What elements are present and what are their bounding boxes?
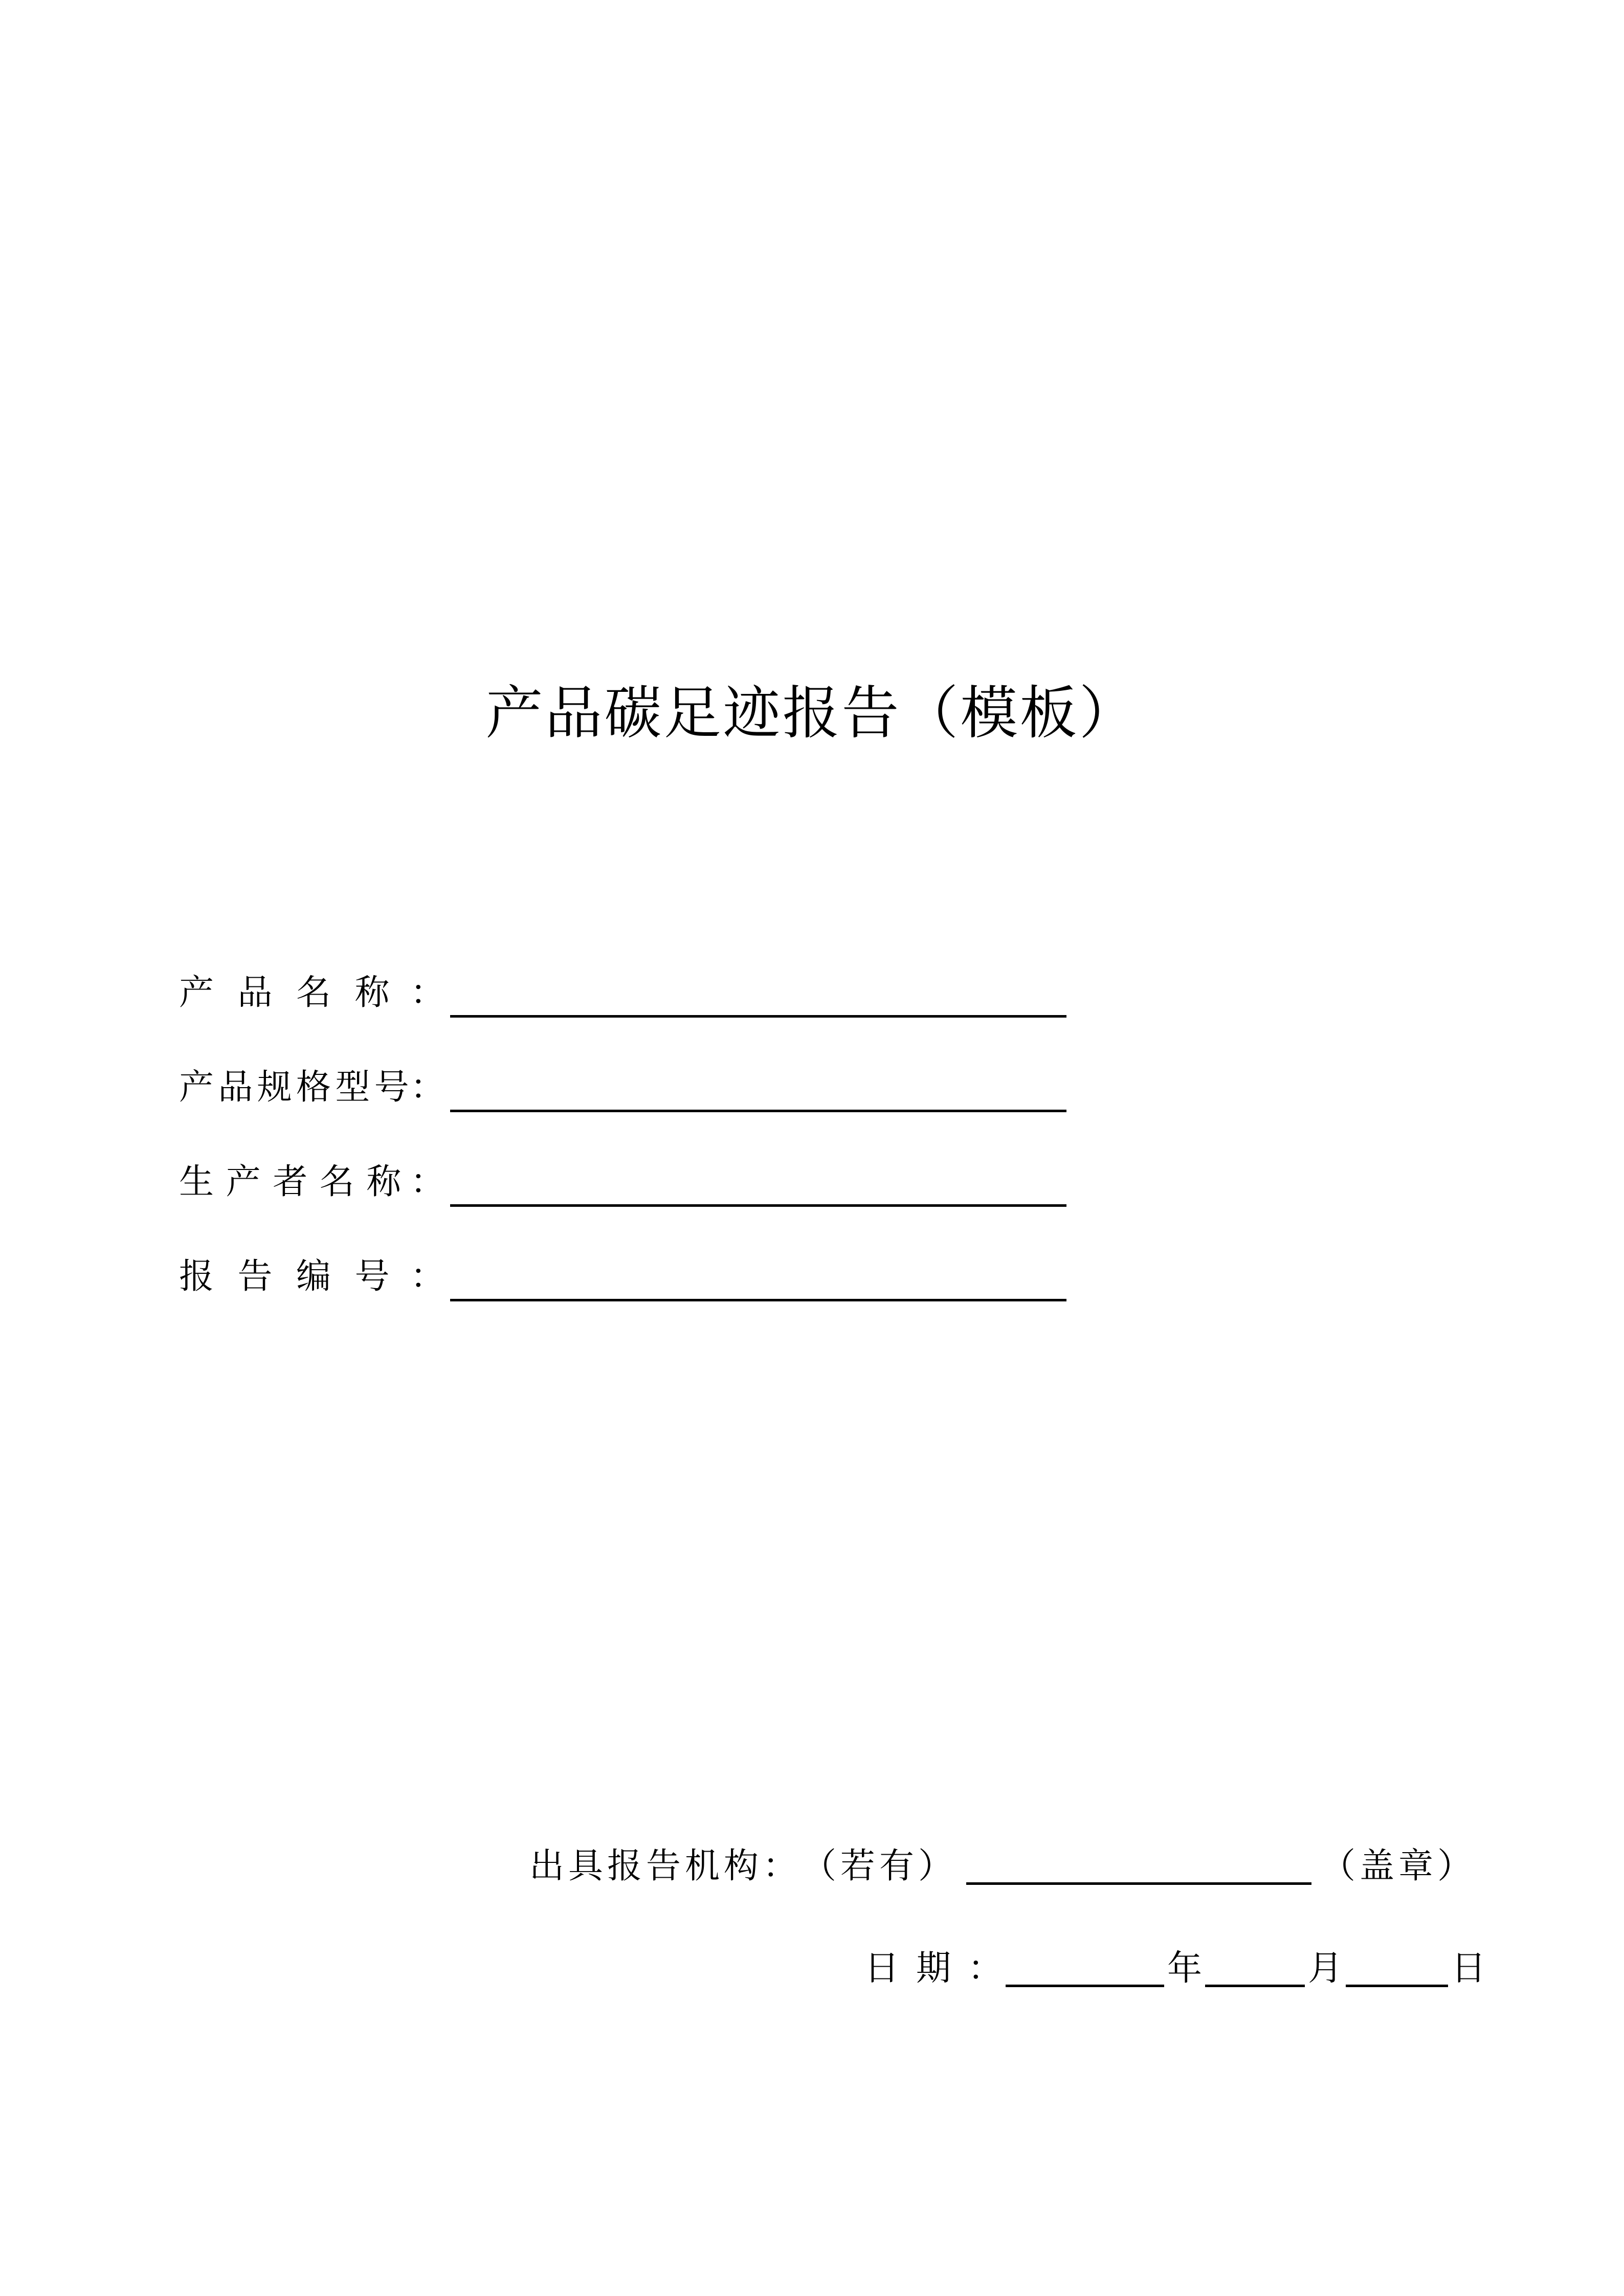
- label-char: 称: [366, 1162, 402, 1202]
- label-char: 称: [354, 973, 390, 1013]
- label-colon: ：: [967, 1948, 1003, 1989]
- issuer-optional-note: （若有）: [802, 1846, 958, 1886]
- label-colon: ：: [410, 1162, 445, 1202]
- label-char: 产: [226, 1162, 261, 1202]
- label-char: 期: [916, 1948, 951, 1989]
- field-label-report-number: [179, 1251, 445, 1307]
- label-char: 名: [296, 973, 331, 1013]
- label-char: 者: [273, 1162, 308, 1202]
- month-blank-line[interactable]: [1205, 1985, 1305, 1987]
- field-label-producer-name: [179, 1157, 445, 1212]
- issuer-label: 出具报告机构：: [529, 1846, 802, 1886]
- issuer-row: [529, 1831, 1476, 1892]
- field-product-name: [179, 961, 1066, 1023]
- year-label: 年: [1167, 1948, 1203, 1989]
- product-model-blank-line[interactable]: [450, 1110, 1066, 1112]
- day-blank-line[interactable]: [1346, 1985, 1448, 1987]
- issuer-blank-line[interactable]: [966, 1882, 1311, 1885]
- label-char: 产: [179, 973, 214, 1013]
- label-char: 型: [335, 1067, 370, 1108]
- label-char: 号: [354, 1256, 390, 1297]
- field-producer-name: [179, 1151, 1066, 1212]
- label-char: 规: [257, 1067, 292, 1108]
- date-label: [864, 1943, 1003, 1994]
- label-char: 品: [237, 973, 273, 1013]
- label-colon: ：: [410, 1067, 445, 1108]
- label-char: 日: [864, 1948, 900, 1989]
- product-name-blank-line[interactable]: [450, 1015, 1066, 1018]
- field-label-product-model: [179, 1062, 445, 1117]
- field-label-product-name: [179, 967, 445, 1023]
- issuer-seal-note: （盖章）: [1321, 1846, 1477, 1886]
- month-label: 月: [1308, 1948, 1343, 1989]
- date-row: [864, 1933, 1486, 1994]
- label-char: 报: [179, 1256, 214, 1297]
- day-label: 日: [1451, 1948, 1486, 1989]
- label-char: 告: [237, 1256, 273, 1297]
- report-number-blank-line[interactable]: [450, 1299, 1066, 1301]
- label-char: 品: [218, 1067, 253, 1108]
- document-title: 产品碳足迹报告（模板）: [485, 680, 1139, 747]
- label-char: 编: [296, 1256, 331, 1297]
- year-blank-line[interactable]: [1006, 1985, 1164, 1987]
- label-char: 名: [319, 1162, 354, 1202]
- field-product-model: [179, 1056, 1066, 1117]
- label-char: 生: [179, 1162, 214, 1202]
- producer-name-blank-line[interactable]: [450, 1204, 1066, 1207]
- field-report-number: [179, 1245, 1066, 1307]
- label-colon: ：: [410, 1256, 445, 1297]
- label-colon: ：: [410, 973, 445, 1013]
- label-char: 号: [374, 1067, 409, 1108]
- label-char: 产: [179, 1067, 214, 1108]
- label-char: 格: [296, 1067, 331, 1108]
